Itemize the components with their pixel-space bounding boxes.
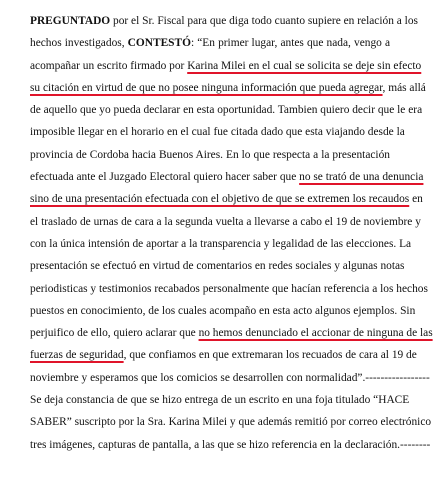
text-segment: con la única intensión de aportar a la transparencia y legalidad de las elecciones. La: [30, 237, 412, 250]
text-segment: Se deja constancia de que se hizo entrega de un escrito en una foja titulado “HACE: [30, 394, 410, 407]
text-segment: de aquello que yo pueda declarar en esta oportunidad. Tambien quiero decir que le era: [30, 104, 423, 117]
text-segment: : “En primer lugar, antes que nada, vengo a: [190, 37, 390, 50]
text-segment: imposible llegar en el horario en el cual fue citada dado que esta viajando desde la: [30, 126, 405, 139]
text-segment: acompañar un escrito firmado por: [30, 59, 188, 72]
text-line: [30, 434, 431, 456]
text-line: [30, 322, 433, 344]
highlighted-phrase: no se trató de una denuncia: [299, 171, 424, 184]
highlighted-phrase: no hemos denunciado el accionar de ninguna de las: [198, 327, 433, 340]
text-line: [30, 32, 390, 54]
text-segment: efectuada ante el Juzgado Electoral quiero hacer saber que: [30, 171, 300, 184]
highlighted-phrase: fuerzas de seguridad: [30, 349, 124, 362]
text-line: [30, 255, 405, 277]
text-line: [30, 389, 410, 411]
declaration-text: [30, 10, 433, 456]
text-segment: , que confiamos en que extremaran los recuados de cara al 19 de: [123, 349, 417, 362]
text-line: [30, 233, 412, 255]
text-line: [30, 278, 428, 300]
text-segment: puestos en conocimiento, de los cuales acompaño en esta acto algunos ejemplos. Sin: [30, 304, 416, 317]
text-segment: en: [409, 193, 423, 206]
text-segment: hechos investigados,: [30, 37, 128, 50]
text-line: [30, 77, 426, 99]
text-line: [30, 55, 422, 77]
text-segment: por el Sr. Fiscal para que diga todo cuanto supiere en relación a los: [110, 15, 418, 27]
text-segment: provincia de Cordoba hacia Buenos Aires. En lo que respecta a la presentación: [30, 148, 390, 161]
text-line: [30, 188, 423, 210]
text-segment: tres imágenes, capturas de pantalla, a las que se hizo referencia en la declaración.--------: [30, 438, 431, 451]
bold-label: PREGUNTADO: [30, 15, 111, 27]
highlighted-phrase: su citación en virtud de que no posee ninguna información que pueda agregar: [30, 81, 383, 94]
text-segment: SABER” suscripto por la Sra. Karina Milei y que además remitió por correo electrónico: [30, 416, 432, 429]
text-segment: presentación se efectuó en virtud de comentarios en redes sociales y algunas notas: [30, 260, 405, 273]
text-segment: , más allá: [382, 81, 426, 94]
text-line: [30, 300, 416, 322]
text-line: [30, 99, 423, 121]
text-line: [30, 121, 405, 143]
highlighted-phrase: sino de una presentación efectuada con el objetivo de que se extremen los recaudos: [30, 193, 410, 206]
text-line: [30, 411, 432, 433]
text-line: [30, 211, 421, 233]
text-segment: periodisticas y testimonios recabados personalmente que hacían referencia a los hechos: [30, 282, 428, 295]
highlighted-phrase: Karina Milei en el cual se solicita se deje sin efecto: [187, 59, 422, 72]
text-segment: perjuifico de ello, quiero aclarar que: [30, 327, 199, 340]
text-line: [30, 10, 418, 32]
text-line: [30, 166, 424, 188]
text-segment: noviembre y esperamos que los comicios se desarrollen con normalidad”.-----------------: [30, 371, 430, 384]
text-line: [30, 367, 430, 389]
text-line: [30, 144, 390, 166]
text-line: [30, 344, 417, 366]
text-segment: el traslado de urnas de cara a la segunda vuelta a llevarse a cabo el 19 de noviembre y: [30, 215, 421, 228]
bold-label: CONTESTÓ: [127, 37, 191, 50]
